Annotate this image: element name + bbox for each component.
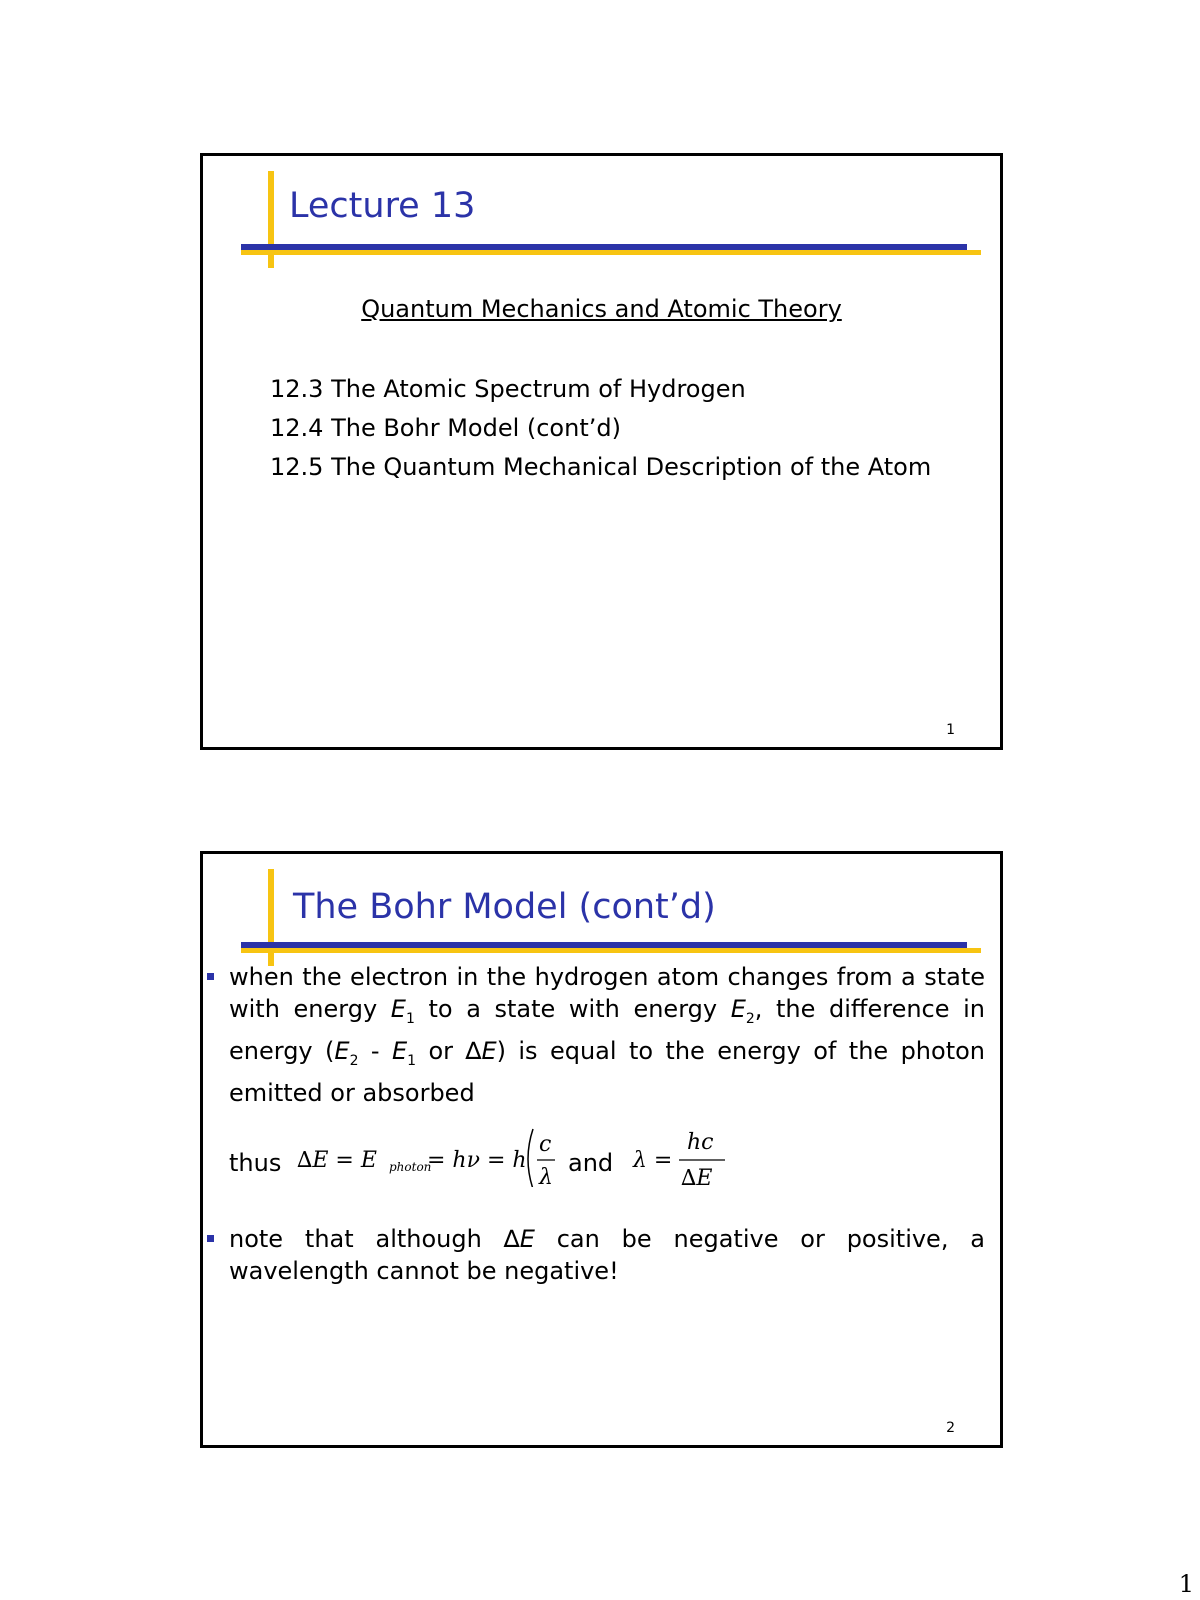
bullet-square-icon [207,1235,214,1242]
var-e2: E [334,1036,350,1065]
subscript: 1 [405,1010,415,1027]
slide-number: 2 [946,1420,955,1436]
text-run: , the difference in energy ( [229,995,985,1065]
eq-mid: = hν = h [427,1147,527,1173]
var-e1: E [390,995,406,1023]
bullet-item [229,1223,985,1287]
delta-e: ∆E [503,1224,535,1253]
equation-and: and [568,1148,614,1177]
equation-row [229,1109,985,1209]
frac-numerator: hc [687,1129,714,1155]
bullet-square-icon [207,973,214,980]
var-e2: E [730,995,746,1023]
frac-denominator: ∆E [681,1165,713,1187]
delta-e: ∆E [465,1036,497,1065]
eq-photon-subscript: photon [389,1159,432,1174]
var-e1: E [391,1036,408,1065]
text-run: - [358,1036,392,1065]
slide-title: The Bohr Model (cont’d) [293,887,716,927]
list-item: 12.5 The Quantum Mechanical Description of the Atom [270,453,932,481]
list-item: 12.3 The Atomic Spectrum of Hydrogen [270,375,746,403]
text-run: to a state with energy [414,995,731,1023]
title-underline-yellow [241,948,981,953]
slide-number: 1 [946,722,955,738]
page-number: 1 [1178,1570,1194,1598]
topic-list [270,370,931,487]
title-underline-yellow [241,250,981,255]
eq-lambda: λ = [633,1147,673,1173]
slide-2 [200,851,1003,1448]
bullet-list [229,961,985,1287]
bullet-item [229,961,985,1109]
slide-title: Lecture 13 [289,186,476,226]
text-run: or [416,1036,466,1065]
slide-subtitle: Quantum Mechanics and Atomic Theory [361,295,842,323]
bullet-text [229,1223,985,1287]
subscript: 1 [407,1052,417,1069]
left-paren [528,1129,533,1187]
wavelength-equation [629,1109,749,1187]
frac-numerator: c [539,1131,552,1157]
list-item: 12.4 The Bohr Model (cont’d) [270,414,621,442]
text-run: ) is equal to the energy of the photon emitted or absorbed [229,1036,985,1107]
photon-energy-equation [289,1109,559,1187]
text-run: when the electron in the hydrogen atom changes from a [229,963,916,991]
bullet-text [229,961,985,1109]
slide-1 [200,153,1003,750]
text-run: state with energy [229,963,985,1023]
subscript: 2 [745,1010,755,1027]
eq-lhs: ∆E = E [297,1147,377,1173]
frac-denominator: λ [539,1164,553,1187]
equation-thus: thus [229,1148,282,1177]
text-run: note that although [229,1224,504,1253]
subscript: 2 [349,1052,359,1069]
text-run: can be negative or positive, a wavelength cannot be negative! [229,1224,985,1285]
